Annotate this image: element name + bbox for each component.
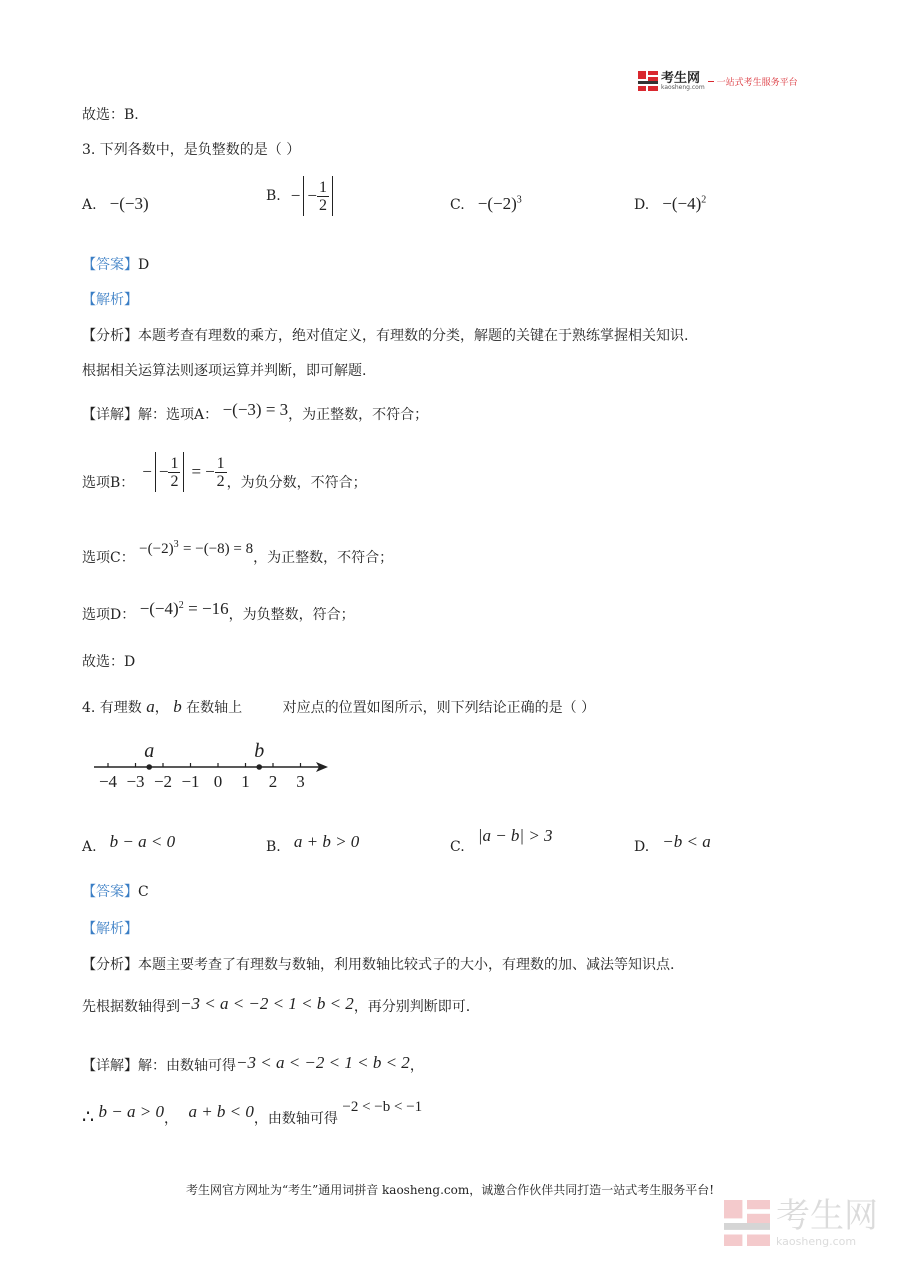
kaosheng-watermark-icon: [724, 1200, 770, 1246]
fenxi-tag: 【分析】: [82, 957, 138, 973]
brand-domain: kaosheng.com: [661, 83, 705, 91]
detail-post: ，: [409, 1058, 424, 1074]
option-label: A.: [82, 197, 97, 213]
q4-detail: [82, 1055, 424, 1075]
option-expr: −(−2): [477, 194, 517, 213]
q4-stem-pre: 4. 有理数: [82, 700, 142, 716]
number-line-tick-label: 0: [213, 772, 223, 791]
q3-stem: 3. 下列各数中，是负整数的是（ ）: [82, 142, 301, 158]
q3-detail-b: [82, 452, 367, 492]
answer-value: C: [138, 884, 149, 900]
watermark: [724, 1196, 878, 1248]
therefore-symbol: ∴: [82, 1107, 95, 1128]
fenxi-text: 本题考查有理数的乘方，绝对值定义，有理数的分类，解题的关键在于熟练掌握相关知识.: [138, 328, 689, 344]
detail-tag: 【详解】: [82, 1058, 138, 1074]
fenxi-tag: 【分析】: [82, 328, 138, 344]
number-line-label-b: b: [254, 740, 265, 762]
option-label: A.: [82, 839, 97, 855]
fraction: [215, 455, 227, 490]
q3-detail-c: [82, 539, 394, 566]
fenxi-text: 本题主要考查了有理数与数轴，利用数轴比较式子的大小，有理数的加、减法等知识点.: [138, 957, 675, 973]
option-sign: −: [290, 186, 301, 205]
q3-detail-a: [82, 400, 429, 424]
q4-var-a: a: [146, 697, 155, 716]
number-line-tick-label: −4: [98, 772, 118, 791]
footer-text: 考生网官方网址为“考生”通用词拼音 kaosheng.com，诚邀合作伙伴共同打造一站式考生服务平台!: [185, 1183, 715, 1197]
detail-b-result-sign: −: [205, 462, 215, 481]
q3-detail-d: [82, 601, 355, 621]
detail-b-label: 选项B：: [82, 475, 135, 491]
fenxi2-expr: −3 < a < −2 < 1 < b < 2: [180, 994, 354, 1013]
number-line-tick-label: 3: [296, 772, 305, 791]
q3-conclusion: 故选：D: [82, 654, 136, 670]
q3-fenxi2: 根据相关运算法则逐项运算并判断，即可解题.: [82, 363, 367, 379]
q4-stem: [82, 697, 595, 717]
number-line-point-b: [256, 764, 262, 770]
fraction: [168, 455, 180, 490]
q4-detail-2: [82, 1099, 423, 1128]
abs-bar-right: [332, 176, 333, 216]
denominator: 2: [216, 472, 225, 490]
abs-bar-left: [303, 176, 304, 216]
prev-answer: 故选：B.: [82, 107, 139, 123]
option-frac-sign: −: [307, 186, 317, 205]
detail-intro: 解：选项A：: [138, 407, 219, 423]
q4-answer: [82, 881, 149, 901]
watermark-domain: kaosheng.com: [776, 1235, 857, 1248]
numerator: 1: [216, 454, 225, 472]
q3-option-d[interactable]: [634, 194, 706, 214]
sep-2: ，由数轴可得: [253, 1111, 338, 1127]
detail-expr: −3 < a < −2 < 1 < b < 2: [236, 1053, 410, 1072]
option-label: D.: [634, 839, 650, 855]
answer-tag: 【答案】: [82, 884, 138, 900]
option-exponent: 3: [516, 194, 522, 206]
q4-option-c[interactable]: [450, 826, 553, 855]
q4-stem-mid: 在数轴上: [186, 700, 243, 716]
detail-c-expr-post: = −(−8) = 8: [183, 541, 254, 557]
q4-comma: ，: [154, 700, 169, 716]
q3-analysis-tag: 【解析】: [82, 292, 138, 308]
q3-fenxi: [82, 325, 688, 345]
q4-option-a[interactable]: [82, 832, 176, 855]
fenxi2-post: ，再分别判断即可.: [353, 999, 471, 1015]
option-label: B.: [266, 839, 281, 855]
fraction: [317, 179, 329, 214]
brand-name: 考生网: [661, 70, 701, 86]
sep-1: ，: [164, 1111, 178, 1127]
fenxi2-pre: 先根据数轴得到: [82, 999, 180, 1015]
option-exponent: 2: [701, 194, 707, 206]
detail-a-expr: −(−3) = 3: [222, 400, 289, 419]
number-line-tick-label: −2: [153, 772, 173, 791]
number-line-tick-label: −1: [181, 772, 200, 791]
number-line-tick-label: 1: [241, 772, 250, 791]
option-expr: |a − b| > 3: [477, 826, 553, 845]
q4-fenxi: [82, 954, 674, 974]
abs-bar-right: [183, 452, 184, 492]
q4-stem-post: 对应点的位置如图所示，则下列结论正确的是（ ）: [282, 700, 596, 716]
detail-d-label: 选项D：: [82, 607, 136, 623]
q3-option-b[interactable]: [266, 176, 336, 216]
q4-option-d[interactable]: [634, 832, 711, 855]
detail-c-label: 选项C：: [82, 550, 135, 566]
brand-slogan: 一站式考生服务平台: [716, 77, 798, 88]
option-label: C.: [450, 839, 465, 855]
watermark-name: 考生网: [776, 1196, 878, 1236]
detail-d-exponent: 2: [178, 600, 184, 612]
header-logo[interactable]: [638, 71, 798, 91]
detail-c-exponent: 3: [173, 539, 179, 551]
q3-option-a[interactable]: [82, 194, 149, 214]
option-expr: a + b > 0: [293, 832, 360, 851]
q4-var-b: b: [173, 697, 182, 716]
detail-c-expr-pre: −(−2): [139, 541, 174, 557]
answer-tag: 【答案】: [82, 257, 138, 273]
option-label: C.: [450, 197, 465, 213]
detail-b-inner-sign: −: [158, 462, 169, 481]
option-label: B.: [266, 188, 281, 204]
detail-b-sign: −: [142, 462, 152, 481]
detail-a-comment: ，为正整数，不符合；: [288, 407, 429, 423]
ineq-1: b − a > 0: [98, 1102, 164, 1121]
ineq-2: a + b < 0: [188, 1102, 254, 1121]
option-label: D.: [634, 197, 650, 213]
numerator: 1: [318, 178, 327, 196]
detail-d-comment: ，为负整数，符合；: [228, 607, 355, 623]
option-expr: −(−4): [662, 194, 702, 213]
denominator: 2: [318, 196, 327, 214]
option-expr: −b < a: [662, 832, 711, 851]
number-line: [88, 735, 338, 797]
number-line-point-a: [146, 764, 152, 770]
option-expr: −(−3): [109, 194, 149, 213]
detail-d-expr-pre: −(−4): [139, 599, 179, 618]
ineq-3: −2 < −b < −1: [342, 1099, 423, 1115]
detail-c-comment: ，为正整数，不符合；: [253, 550, 394, 566]
detail-pre: 解：由数轴可得: [138, 1058, 236, 1074]
brand-divider: [708, 81, 714, 82]
detail-d-expr-post: = −16: [188, 599, 229, 618]
kaosheng-logo-icon: [638, 71, 658, 91]
q3-option-c[interactable]: [450, 194, 522, 214]
option-expr: b − a < 0: [109, 832, 176, 851]
denominator: 2: [170, 472, 179, 490]
detail-b-equals: =: [191, 462, 202, 481]
abs-bar-left: [155, 452, 156, 492]
q4-option-b[interactable]: [266, 832, 360, 855]
q4-analysis-tag: 【解析】: [82, 921, 138, 937]
numerator: 1: [170, 454, 179, 472]
number-line-tick-label: 2: [268, 772, 278, 791]
number-line-label-a: a: [144, 740, 155, 762]
q4-fenxi2: [82, 996, 470, 1016]
q3-answer: [82, 254, 149, 274]
number-line-tick-label: −3: [126, 772, 145, 791]
answer-value: D: [138, 257, 150, 273]
detail-tag: 【详解】: [82, 407, 138, 423]
detail-b-comment: ，为负分数，不符合；: [226, 475, 367, 491]
